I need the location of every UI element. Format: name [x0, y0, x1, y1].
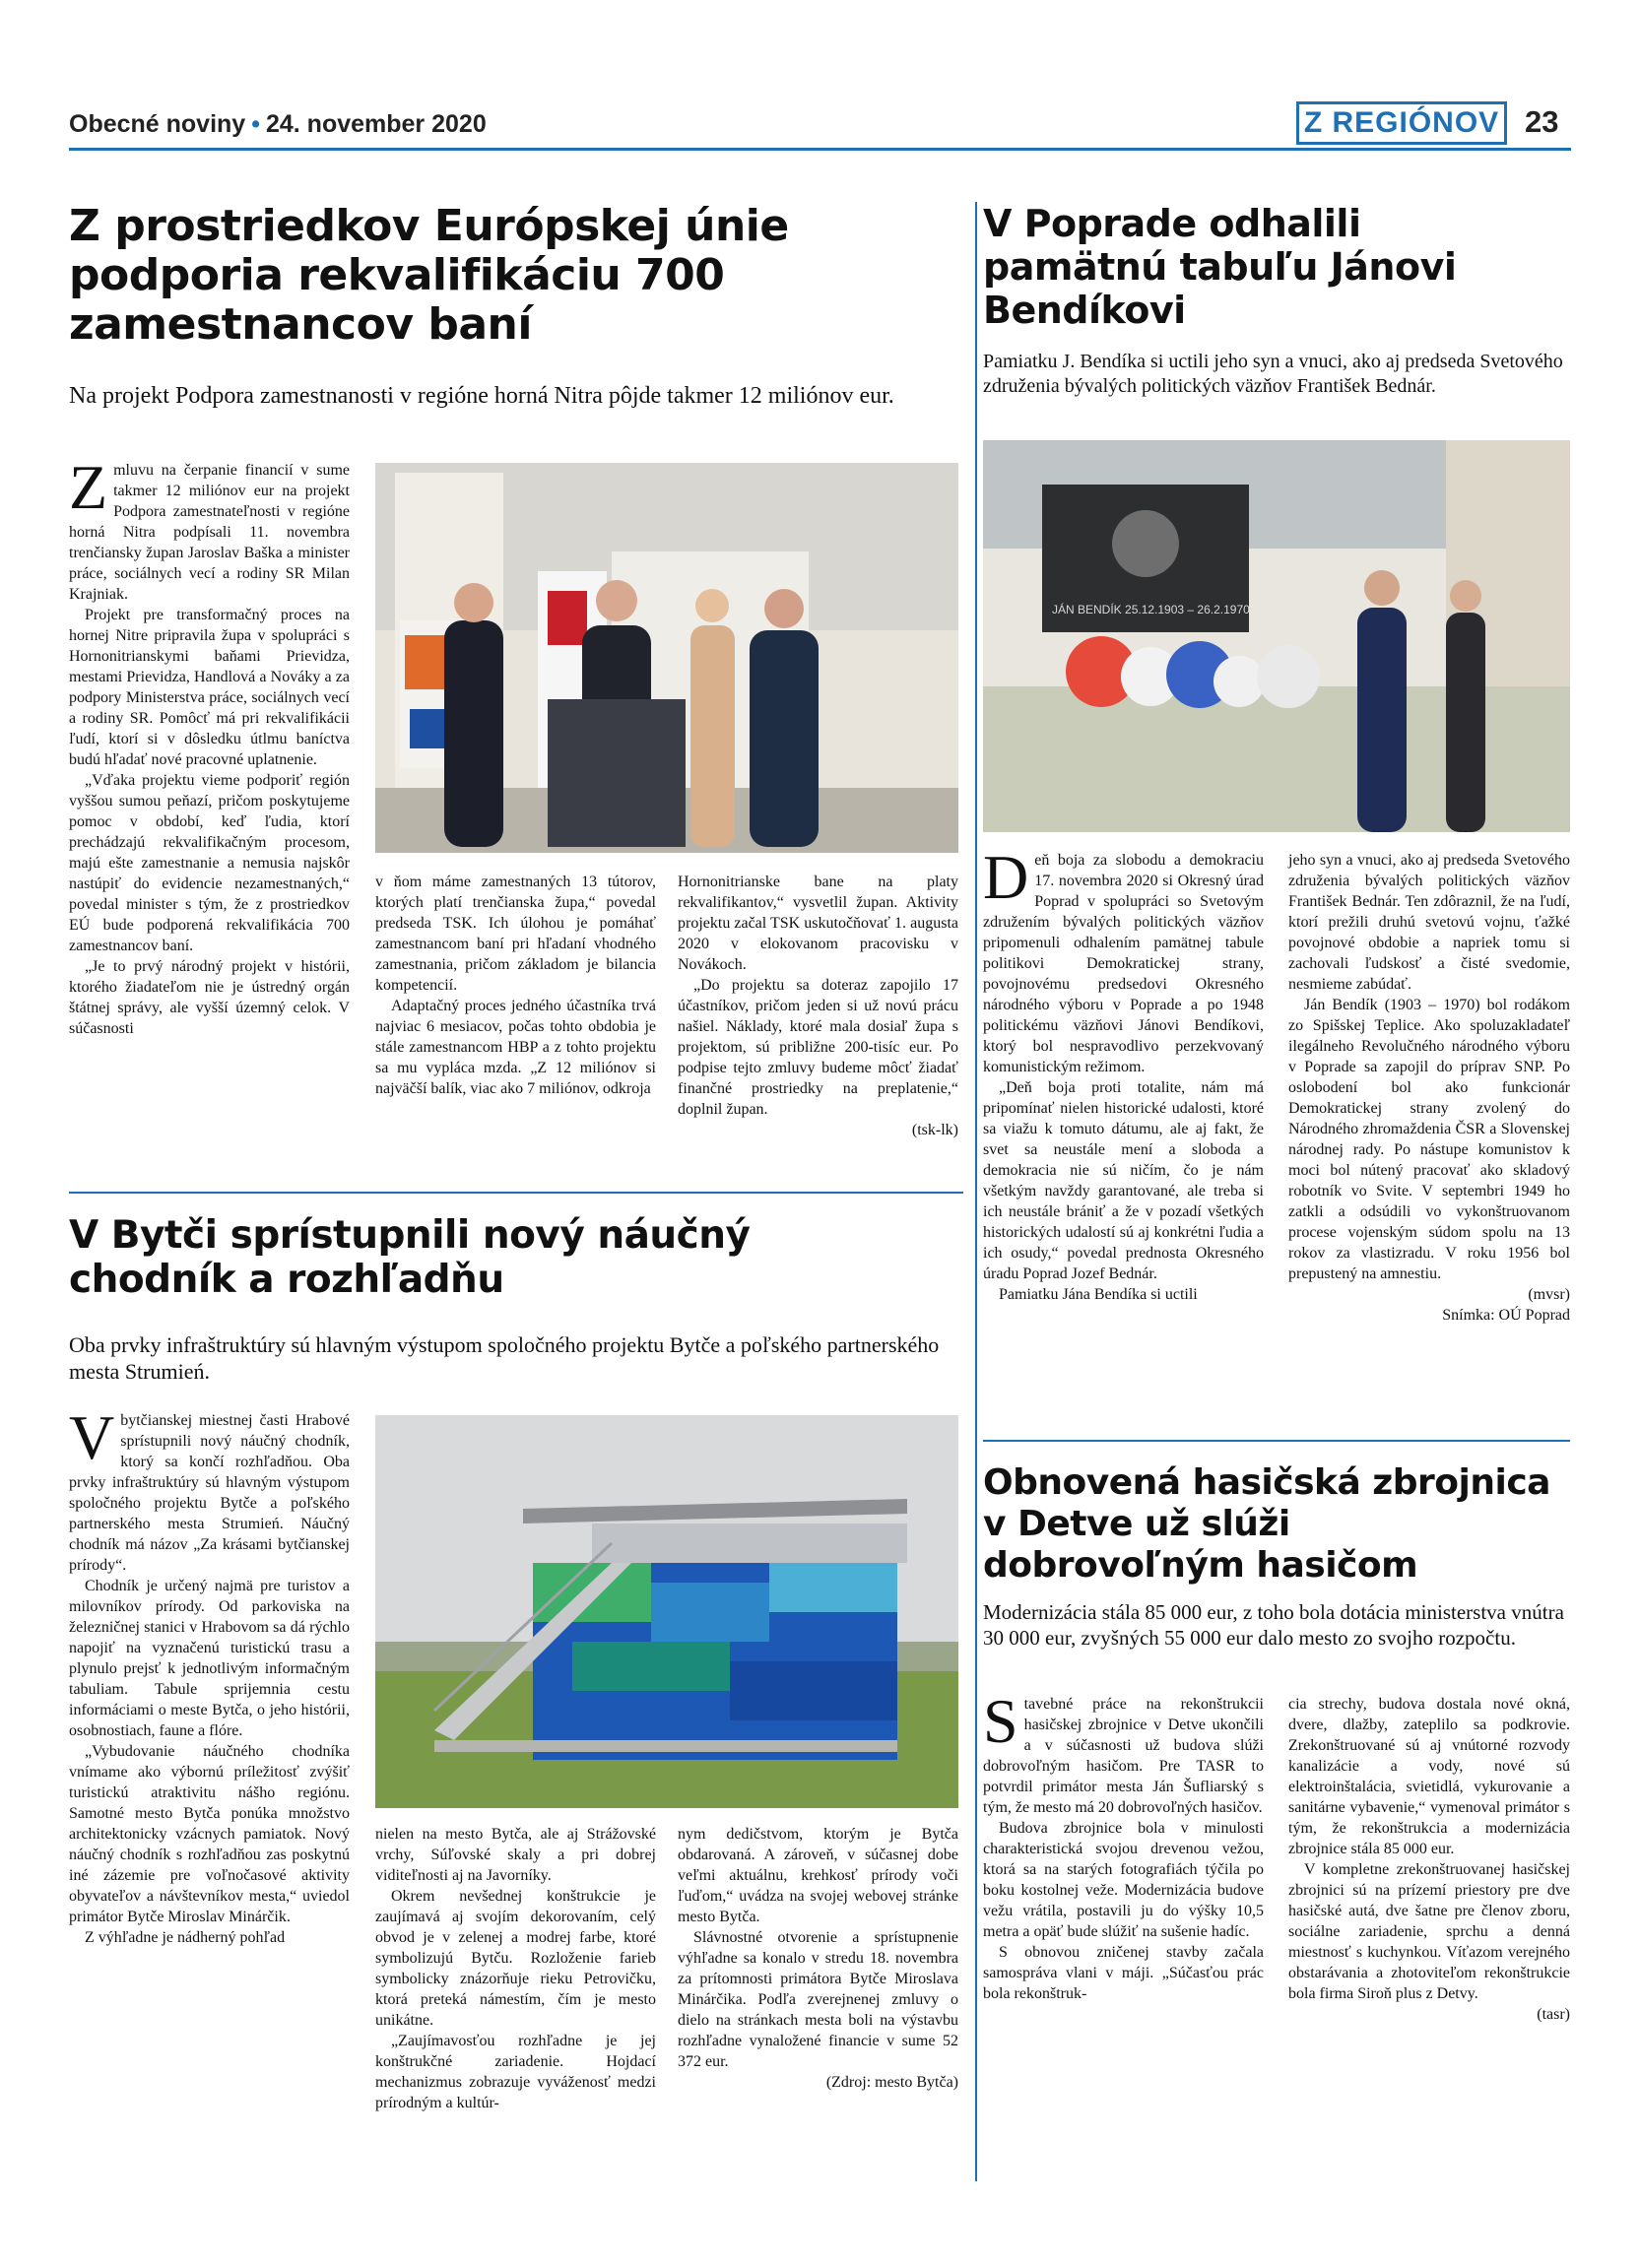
paragraph: cia strechy, budova dostala nové okná, dvere, dlažby, zateplilo sa podkrovie. Zrekonštruované sú aj vnútorné rozvody kanalizácie a vody, nové sú elektroinštalácia, svietidlá, vykurovanie a sanitárne vybavenie,“ vymenoval primátor s tým, že rekonštrukcia a modernizácia zbrojnice stála 85 000 eur.	[1288, 1696, 1570, 1857]
article2-lead: Pamiatku J. Bendíka si uctili jeho syn a vnuci, ako aj predseda Svetového združenia bývalých politických väzňov František Bednár.	[983, 351, 1563, 397]
press-conference-image	[375, 463, 958, 853]
paragraph: bytčianskej miestnej časti Hrabové sprístupnili nový náučný chodník, ktorý sa končí rozhľadňou. Oba prvky infraštruktúry sú hlavným výstupom spoločného projektu Bytče a poľského partnerského mesta Strumień. Náučný chodník má názov „Za krásami bytčianskej prírody“.	[69, 1412, 350, 1574]
paragraph: Slávnostné otvorenie a sprístupnenie výhľadne sa konalo v stredu 18. novembra za prítomnosti primátora Bytče Miroslava Minárčika. Podľa zverejnenej zmluvy o dielo na stránkach mesta boli na výstavbu rozhľadne vynaložené financie v sume 52 372 eur.	[678, 1929, 958, 2070]
article1-column-1	[69, 452, 350, 1039]
paragraph: Ján Bendík (1903 – 1970) bol rodákom zo Spišskej Teplice. Ako spoluzakladateľ ilegálneho Revolučného národného výboru v Poprade sa zapojil do príprav SNP. Po oslobodení bol ako funkcionár Demokratickej strany zvolený do Národného zhromaždenia ČSR a Slovenskej národnej rady. Po nástupe komunistov k moci bol nútený pracovať ako skladový robotník vo Svite. V septembri 1949 ho zatkli a odsúdili vo vykonštruovanom procese vojenským súdom spolu na 13 rokov za vlastizradu. V roku 1956 bol prepustený na amnestiu.	[1288, 997, 1570, 1282]
signature: (tasr)	[1537, 2006, 1570, 2023]
section-label: Z REGIÓNOV	[1296, 101, 1507, 145]
photo-credit: Snímka: OÚ Poprad	[1442, 1307, 1570, 1324]
paragraph: tavebné práce na rekonštrukcii hasičskej zbrojnice v Detve ukončili a v súčasnosti už budova slúži dobrovoľným hasičom. Pre TASR to potvrdil primátor mesta Ján Šufliarský s tým, že mesto má 20 dobrovoľných hasičov.	[983, 1696, 1264, 1816]
paragraph: eň boja za slobodu a demokraciu 17. novembra 2020 si Okresný úrad Poprad v spolupráci so Svetovým združením bývalých politických väzňov pripomenuli odhalením pamätnej tabule politikovi Demokratickej strany, povojnovému predsedovi Okresného národného výboru v Poprade a po 1948 politickému väzňovi Jánovi Bendíkovi, ktorý bol nespravodlivo perzekvovaný komunistickým režimom.	[983, 852, 1264, 1075]
article4-column-2	[1288, 1694, 1570, 2025]
article1-photo	[375, 463, 958, 853]
drop-cap: Z	[69, 452, 108, 522]
memorial-plaque-image	[983, 440, 1570, 832]
article2-column-1	[983, 842, 1264, 1305]
paragraph: Adaptačný proces jedného účastníka trvá najviac 6 mesiacov, počas tohto obdobia je stále zamestnancom HBP a z tohto projektu sa mu vypláca mzda. „Z 12 miliónov si najväčší balík, viac ako 7 miliónov, odkroja	[375, 998, 656, 1097]
drop-cap: D	[983, 842, 1029, 912]
drop-cap: V	[69, 1402, 115, 1472]
lookout-tower-image	[375, 1415, 958, 1808]
signature: (Zdroj: mesto Bytča)	[825, 2074, 958, 2091]
paragraph: Budova zbrojnice bola v minulosti charakteristická svojou drevenou vežou, ktorá sa na starých fotografiách týčila po boku kostolnej veže. Modernizácia budove vežu vrátila, postavili ju do výšky 10,5 metra a opäť bude slúžiť na sušenie hadíc.	[983, 1820, 1264, 1940]
paragraph: Pamiatku Jána Bendíka si uctili	[999, 1286, 1198, 1303]
paragraph: nielen na mesto Bytča, ale aj Strážovské vrchy, Súľovské skaly a pri dobrej viditeľnosti aj na Javorníky.	[375, 1826, 656, 1884]
article1-column-2	[375, 872, 656, 1099]
paragraph: S obnovou zničenej stavby začala samospráva vlani v máji. „Súčasťou prác bola rekonštruk-	[983, 1944, 1264, 2002]
paragraph: „Vďaka projektu vieme podporiť región vyššou sumou peňazí, pričom poskytujeme pomoc v období, keď ľudia, ktorí prechádzajú rekvalifikačným procesom, majú ešte zamestnanie a nemusia najskôr nastúpiť do evidencie nezamestnaných,“ povedal minister s tým, že z prostriedkov EÚ bude podporená rekvalifikácia 700 zamestnancov baní.	[69, 772, 350, 954]
paragraph: Hornonitrianske bane na platy rekvalifikantov,“ vysvetlil župan. Aktivity projektu začal TSK uskutočňovať 1. augusta 2020 v elokovanom pracovisku v Novákoch.	[678, 874, 958, 973]
article-divider	[983, 1440, 1570, 1442]
header-rule	[69, 148, 1571, 151]
publication-name: Obecné noviny	[69, 110, 246, 138]
paragraph: Z výhľadne je nádherný pohľad	[85, 1929, 286, 1946]
article3-title: V Bytči sprístupnili nový náučný chodník a rozhľadňu	[69, 1213, 751, 1302]
signature: (tsk-lk)	[911, 1122, 958, 1138]
drop-cap: S	[983, 1686, 1018, 1756]
paragraph: jeho syn a vnuci, ako aj predseda Svetového združenia bývalých politických väzňov František Bednár. Ten zdôraznil, že na ľudí, ktorí prežili druhú svetovú vojnu, ťažké povojnové obdobie a napriek tomu si zachovali ľudskosť a čisté svedomie, nesmieme zabúdať.	[1288, 852, 1570, 993]
paragraph: „Do projektu sa doteraz zapojilo 17 účastníkov, pričom jeden si už novú prácu našiel. Náklady, ktoré mala dosiaľ župa s projektom, sú približne 200-tisíc eur. Po podpise tejto zmluvy budeme môcť žiadať finančné prostriedky na preplatenie,“ doplnil župan.	[678, 977, 958, 1118]
plaque-text: JÁN BENDÍK 25.12.1903 – 26.2.1970	[1052, 603, 1250, 616]
article2-column-2	[1288, 850, 1570, 1326]
article4-title: Obnovená hasičská zbrojnica v Detve už slúži dobrovoľným hasičom	[983, 1462, 1550, 1586]
paragraph: „Je to prvý národný projekt v histórii, ktorého žiadateľom nie je ústredný orgán štátnej správy, ale vyšší územný celok. V súčasnosti	[69, 958, 350, 1037]
paragraph: Okrem nevšednej konštrukcie je zaujímavá aj svojím dekorovaním, celý obvod je v zelenej a modrej farbe, ktoré symbolizujú Bytču. Rozloženie farieb symbolicky znázorňuje rieku Petrovičku, ktorá preteká námestím, čím je mesto unikátne.	[375, 1888, 656, 2029]
paragraph: Projekt pre transformačný proces na hornej Nitre pripravila župa v spolupráci s Hornonitrianskymi baňami Prievidza, mestami Prievidza, Handlová a Nováky a za podpory Ministerstva práce, sociálnych vecí a rodiny SR. Pomôcť má pri rekvalifikácii ľudí, ktorí si v dôsledku útlmu baníctva budú hľadať nové pracovné uplatnenie.	[69, 607, 350, 768]
column-divider	[975, 202, 977, 1531]
article4-column-1	[983, 1686, 1264, 2004]
paragraph: Chodník je určený najmä pre turistov a milovníkov prírody. Od parkoviska na železničnej stanici v Hrabovom sa dá rýchlo napojiť na vyznačenú turistickú trasu a plynulo prejsť k jednotlivým informačným tabuliam. Tabule sprijemnia cestu informáciami o meste Bytča, o jeho histórii, osobnostiach, faune a flóre.	[69, 1578, 350, 1739]
masthead	[69, 110, 487, 139]
paragraph: mluvu na čerpanie financií v sume takmer 12 miliónov eur na projekt Podpora zamestnateľnosti v regióne horná Nitra podpísali 11. novembra trenčiansky župan Jaroslav Baška a minister práce, sociálnych vecí a rodiny SR Milan Krajniak.	[69, 462, 350, 603]
article2-photo	[983, 440, 1570, 832]
article1-column-3	[678, 872, 958, 1140]
separator-dot: •	[251, 110, 260, 138]
paragraph: „Zaujímavosťou rozhľadne je jej konštrukčné zariadenie. Hojdací mechanizmus zobrazuje vyváženosť medzi prírodným a kultúr-	[375, 2033, 656, 2111]
article3-lead: Oba prvky infraštruktúry sú hlavným výstupom spoločného projektu Bytče a poľského partnerského mesta Strumień.	[69, 1332, 940, 1384]
article1-title: Z prostriedkov Európskej únie podporia rekvalifikáciu 700 zamestnancov baní	[69, 201, 789, 350]
paragraph: „Vybudovanie náučného chodníka vnímame ako výbornú príležitosť zvýšiť turistickú atraktivitu nášho regiónu. Samotné mesto Bytča ponúka množstvo architektonicky vzácnych pamiatok. Nový náučný chodník s rozhľadňou zas poskytnú iné zázemie pre voľnočasové aktivity obyvateľov a návštevníkov mesta,“ uviedol primátor Bytče Miroslav Minárčik.	[69, 1743, 350, 1925]
article2-title: V Poprade odhalili pamätnú tabuľu Jánovi Bendíkovi	[983, 202, 1457, 332]
article3-column-3	[678, 1824, 958, 2093]
article3-photo	[375, 1415, 958, 1808]
signature: (mvsr)	[1528, 1286, 1570, 1303]
article4-lead: Modernizácia stála 85 000 eur, z toho bola dotácia ministerstva vnútra 30 000 eur, zvyšných 55 000 eur dalo mesto zo svojho rozpočtu.	[983, 1600, 1564, 1650]
page-number: 23	[1525, 104, 1559, 139]
column-divider-lower	[975, 1531, 977, 2181]
paragraph: nym dedičstvom, ktorým je Bytča obdarovaná. A zároveň, v súčasnej dobe veľmi aktuálnu, krehkosť prírody voči ľuďom,“ uvádza na svojej webovej stránke mesto Bytča.	[678, 1826, 958, 1925]
article3-column-2	[375, 1824, 656, 2113]
paragraph: V kompletne zrekonštruovanej hasičskej zbrojnici sú na prízemí priestory pre dve hasičské autá, dve šatne pre členov zboru, sociálne zariadenie, sprchu a denná miestnosť s kuchynkou. Víťazom verejného obstarávania a zhotoviteľom rekonštrukcie bola firma Siroň plus z Detvy.	[1288, 1861, 1570, 2002]
paragraph: v ňom máme zamestnaných 13 tútorov, ktorých platí trenčianska župa,“ povedal predseda TSK. Ich úlohou je pomáhať zamestnancom baní pri hľadaní vhodného zamestnania, pričom základom je bilancia kompetencií.	[375, 874, 656, 994]
article1-lead: Na projekt Podpora zamestnanosti v regióne horná Nitra pôjde takmer 12 miliónov eur.	[69, 383, 894, 409]
issue-date: 24. november 2020	[265, 110, 487, 138]
paragraph: „Deň boja proti totalite, nám má pripomínať nielen historické udalosti, ktoré sa viažu k tomuto dátumu, ale aj fakt, že svet sa neustále mení a sloboda a demokracia nie sú ničím, čo je nám všetkým navždy garantované, ale treba si ich neustále brániť a že v pozadí všetkých historických udalostí sú aj konkrétni ľudia a ich osudy,“ povedal prednosta Okresného úradu Poprad Jozef Bednár.	[983, 1079, 1264, 1282]
article-divider	[69, 1192, 963, 1194]
article3-column-1	[69, 1402, 350, 1948]
